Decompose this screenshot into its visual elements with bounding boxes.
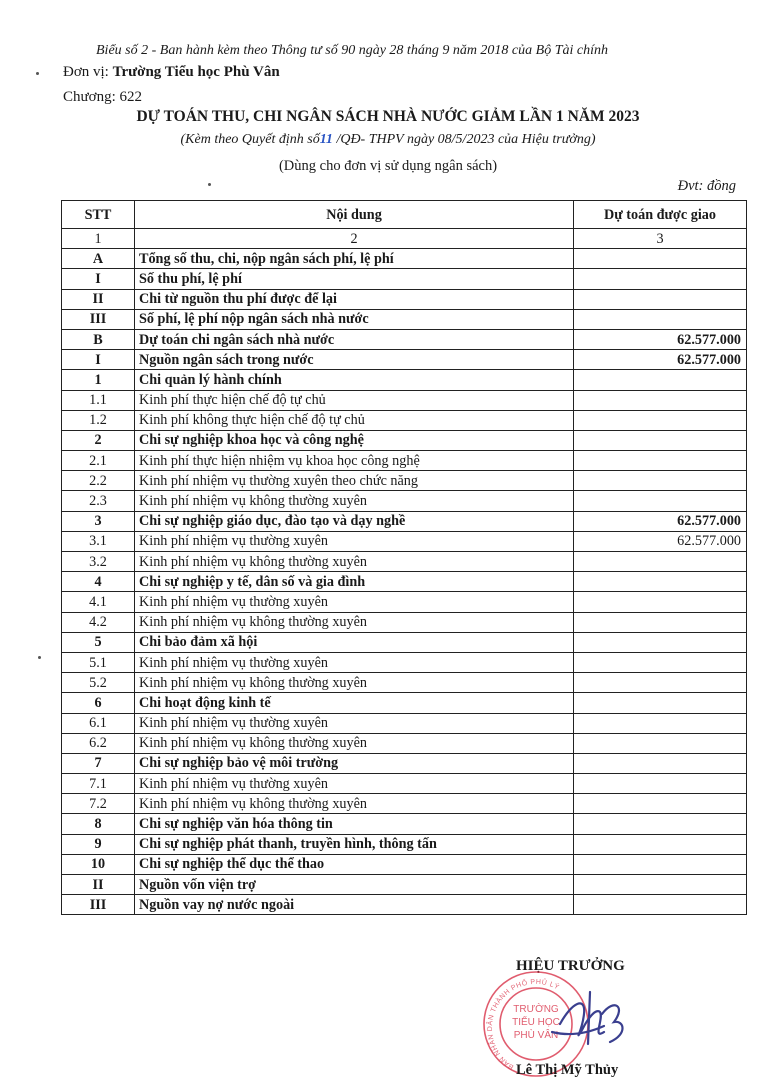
chapter-code: Chương: 622	[63, 89, 142, 105]
row-content: Kinh phí nhiệm vụ không thường xuyên	[135, 794, 574, 814]
column-header-value: Dự toán được giao	[574, 201, 747, 229]
table-row	[62, 269, 747, 289]
svg-text:TRƯỜNG: TRƯỜNG	[513, 1004, 559, 1015]
table-row	[62, 552, 747, 572]
decision-number: 11	[319, 132, 333, 147]
usage-note: (Dùng cho đơn vị sử dụng ngân sách)	[278, 158, 498, 174]
row-value	[574, 269, 747, 289]
row-stt: 3.1	[62, 531, 135, 551]
row-content: Chi bảo đảm xã hội	[135, 632, 574, 652]
row-content: Kinh phí không thực hiện chế độ tự chủ	[135, 410, 574, 430]
column-number: 1	[62, 229, 135, 249]
row-stt: 4	[62, 572, 135, 592]
row-stt: 7	[62, 753, 135, 773]
table-row	[62, 572, 747, 592]
row-content: Dự toán chi ngân sách nhà nước	[135, 329, 574, 349]
unit-name: Trường Tiểu học Phù Vân	[112, 64, 280, 80]
row-value: 62.577.000	[574, 329, 747, 349]
table-row	[62, 511, 747, 531]
row-value: 62.577.000	[574, 531, 747, 551]
row-stt: 1.1	[62, 390, 135, 410]
table-row	[62, 794, 747, 814]
row-content: Kinh phí nhiệm vụ thường xuyên	[135, 652, 574, 672]
row-stt: II	[62, 875, 135, 895]
row-stt: I	[62, 269, 135, 289]
row-value	[574, 289, 747, 309]
table-row	[62, 289, 747, 309]
row-value	[574, 249, 747, 269]
table-row	[62, 592, 747, 612]
row-stt: 9	[62, 834, 135, 854]
table-row	[62, 673, 747, 693]
row-content: Chi hoạt động kinh tế	[135, 693, 574, 713]
row-value	[574, 572, 747, 592]
row-stt: 5.2	[62, 673, 135, 693]
row-stt: 8	[62, 814, 135, 834]
row-stt: 1.2	[62, 410, 135, 430]
row-content: Nguồn ngân sách trong nước	[135, 350, 574, 370]
row-value	[574, 390, 747, 410]
row-stt: 4.2	[62, 612, 135, 632]
table-row	[62, 854, 747, 874]
table-row	[62, 451, 747, 471]
table-row	[62, 471, 747, 491]
column-header-content: Nội dung	[135, 201, 574, 229]
subtitle-before: (Kèm theo Quyết định số	[180, 132, 320, 147]
row-content: Chi sự nghiệp khoa học và công nghệ	[135, 430, 574, 450]
row-value	[574, 673, 747, 693]
row-stt: 7.2	[62, 794, 135, 814]
row-content: Kinh phí thực hiện nhiệm vụ khoa học công nghệ	[135, 451, 574, 471]
table-row	[62, 774, 747, 794]
row-content: Chi sự nghiệp giáo dục, đào tạo và dạy nghề	[135, 511, 574, 531]
row-stt: III	[62, 895, 135, 915]
row-stt: 2.2	[62, 471, 135, 491]
row-stt: 7.1	[62, 774, 135, 794]
form-reference-note: Biểu số 2 - Ban hành kèm theo Thông tư số 90 ngày 28 tháng 9 năm 2018 của Bộ Tài chính	[96, 43, 608, 58]
column-number: 3	[574, 229, 747, 249]
row-content: Kinh phí nhiệm vụ không thường xuyên	[135, 733, 574, 753]
row-value	[574, 814, 747, 834]
row-stt: II	[62, 289, 135, 309]
row-content: Chi sự nghiệp phát thanh, truyền hình, thông tấn	[135, 834, 574, 854]
row-value	[574, 612, 747, 632]
row-content: Chi quản lý hành chính	[135, 370, 574, 390]
row-content: Kinh phí nhiệm vụ thường xuyên	[135, 713, 574, 733]
row-stt: III	[62, 309, 135, 329]
row-value	[574, 632, 747, 652]
row-value	[574, 895, 747, 915]
svg-text:TIỂU HỌC: TIỂU HỌC	[512, 1017, 560, 1028]
table-row	[62, 410, 747, 430]
table-row	[62, 329, 747, 349]
row-stt: 5.1	[62, 652, 135, 672]
table-row	[62, 632, 747, 652]
scan-speck	[38, 656, 41, 659]
table-row	[62, 350, 747, 370]
row-content: Kinh phí nhiệm vụ thường xuyên theo chức năng	[135, 471, 574, 491]
subtitle-after: /QĐ- THPV ngày 08/5/2023 của Hiệu trưởng)	[332, 132, 596, 147]
row-value	[574, 370, 747, 390]
table-row	[62, 390, 747, 410]
table-row	[62, 491, 747, 511]
row-value	[574, 652, 747, 672]
row-content: Chi từ nguồn thu phí được để lại	[135, 289, 574, 309]
row-content: Số phí, lệ phí nộp ngân sách nhà nước	[135, 309, 574, 329]
table-row	[62, 753, 747, 773]
row-value	[574, 410, 747, 430]
document-subtitle	[0, 132, 776, 148]
row-value	[574, 713, 747, 733]
row-value	[574, 451, 747, 471]
table-row	[62, 652, 747, 672]
row-value: 62.577.000	[574, 350, 747, 370]
row-content: Kinh phí nhiệm vụ thường xuyên	[135, 531, 574, 551]
row-content: Kinh phí nhiệm vụ không thường xuyên	[135, 552, 574, 572]
row-stt: 1	[62, 370, 135, 390]
row-value: 62.577.000	[574, 511, 747, 531]
row-stt: 2.1	[62, 451, 135, 471]
row-stt: B	[62, 329, 135, 349]
row-value	[574, 309, 747, 329]
table-row	[62, 875, 747, 895]
table-row	[62, 430, 747, 450]
scan-speck	[36, 72, 39, 75]
table-row	[62, 531, 747, 551]
row-stt: 6.2	[62, 733, 135, 753]
row-stt: I	[62, 350, 135, 370]
row-stt: 10	[62, 854, 135, 874]
row-content: Kinh phí nhiệm vụ thường xuyên	[135, 774, 574, 794]
table-row	[62, 370, 747, 390]
row-stt: 2	[62, 430, 135, 450]
table-row	[62, 733, 747, 753]
table-header-row	[62, 201, 747, 229]
budget-table-body	[62, 229, 747, 915]
row-value	[574, 552, 747, 572]
signer-name: Lê Thị Mỹ Thủy	[516, 1062, 619, 1078]
row-value	[574, 834, 747, 854]
table-row	[62, 309, 747, 329]
unit-line	[63, 64, 280, 81]
row-content: Nguồn vay nợ nước ngoài	[135, 895, 574, 915]
row-content: Nguồn vốn viện trợ	[135, 875, 574, 895]
budget-table	[61, 200, 747, 915]
row-value	[574, 875, 747, 895]
column-number: 2	[135, 229, 574, 249]
row-stt: 6.1	[62, 713, 135, 733]
table-row	[62, 693, 747, 713]
table-row	[62, 612, 747, 632]
row-content: Chi sự nghiệp y tế, dân số và gia đình	[135, 572, 574, 592]
row-stt: 5	[62, 632, 135, 652]
row-stt: 4.1	[62, 592, 135, 612]
row-value	[574, 733, 747, 753]
row-value	[574, 693, 747, 713]
row-value	[574, 471, 747, 491]
scan-speck	[208, 183, 211, 186]
row-content: Kinh phí nhiệm vụ không thường xuyên	[135, 673, 574, 693]
unit-label: Đơn vị:	[63, 64, 113, 80]
row-content: Kinh phí thực hiện chế độ tự chủ	[135, 390, 574, 410]
row-content: Chi sự nghiệp văn hóa thông tin	[135, 814, 574, 834]
row-stt: 3	[62, 511, 135, 531]
table-row	[62, 814, 747, 834]
row-content: Kinh phí nhiệm vụ không thường xuyên	[135, 491, 574, 511]
table-row	[62, 834, 747, 854]
row-stt: 2.3	[62, 491, 135, 511]
row-value	[574, 430, 747, 450]
row-value	[574, 774, 747, 794]
currency-unit: Đvt: đồng	[677, 178, 736, 194]
row-content: Chi sự nghiệp thể dục thể thao	[135, 854, 574, 874]
svg-text:PHÙ VÂN: PHÙ VÂN	[513, 1030, 559, 1041]
svg-text:BAN NHÂN DÂN THÀNH PHỐ PHỦ LÝ: BAN NHÂN DÂN THÀNH PHỐ PHỦ LÝ	[486, 978, 561, 1071]
row-content: Tổng số thu, chi, nộp ngân sách phí, lệ phí	[135, 249, 574, 269]
row-stt: A	[62, 249, 135, 269]
row-content: Kinh phí nhiệm vụ thường xuyên	[135, 592, 574, 612]
row-content: Kinh phí nhiệm vụ không thường xuyên	[135, 612, 574, 632]
document-title: DỰ TOÁN THU, CHI NGÂN SÁCH NHÀ NƯỚC GIẢM LẦN 1 NĂM 2023	[136, 108, 640, 125]
column-number-row	[62, 229, 747, 249]
row-content: Số thu phí, lệ phí	[135, 269, 574, 289]
row-value	[574, 592, 747, 612]
row-content: Chi sự nghiệp bảo vệ môi trường	[135, 753, 574, 773]
row-value	[574, 854, 747, 874]
signature-title: HIỆU TRƯỞNG	[516, 958, 625, 974]
row-stt: 6	[62, 693, 135, 713]
row-value	[574, 753, 747, 773]
row-stt: 3.2	[62, 552, 135, 572]
table-row	[62, 713, 747, 733]
row-value	[574, 794, 747, 814]
table-row	[62, 895, 747, 915]
column-header-stt: STT	[62, 201, 135, 229]
row-value	[574, 491, 747, 511]
table-row	[62, 249, 747, 269]
